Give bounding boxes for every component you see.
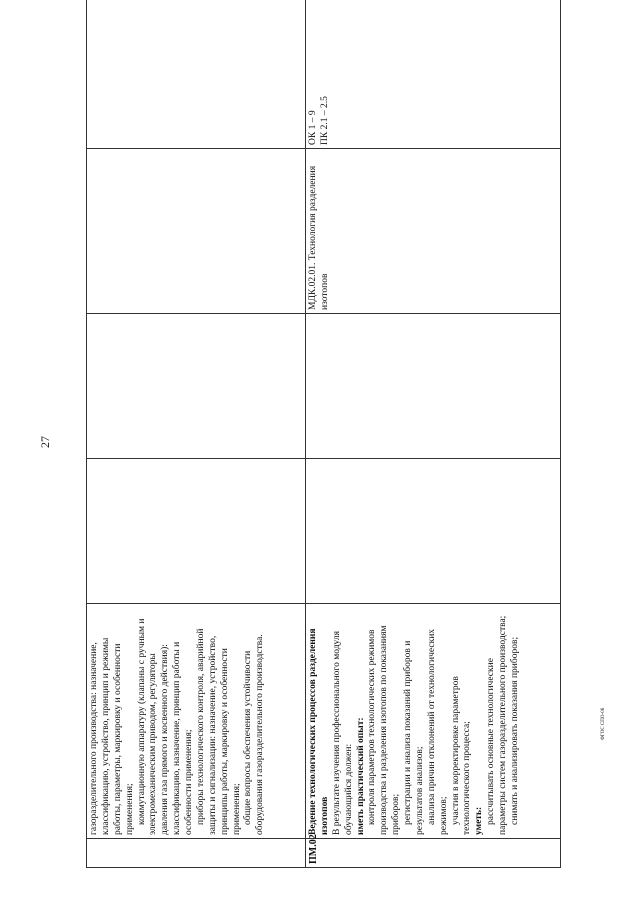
content-line: защиты и сигнализации: назначение, устройство, xyxy=(207,635,218,835)
skills-line: рассчитывать основные технологические xyxy=(486,658,497,825)
content-line: особенности применения; xyxy=(184,729,194,835)
mdk-cell xyxy=(306,149,561,314)
skills-line: параметры систем газоразделительного производства; xyxy=(498,615,508,835)
experience-line: режимов; xyxy=(438,796,449,835)
experience-line: регистрации и анализа показаний приборов и xyxy=(403,640,413,825)
mdk-cell xyxy=(87,149,306,314)
experience-line: приборов; xyxy=(391,793,402,835)
experience-line: технологического процесса; xyxy=(462,721,473,835)
content-line: общие вопросы обеспечения устойчивости xyxy=(243,650,254,825)
content-line: классификацию, назначение, принцип работы и xyxy=(172,641,183,835)
module-content-cell xyxy=(87,604,306,839)
content-line: применения; xyxy=(124,783,135,835)
content-line: электромеханическим приводом, регуляторы xyxy=(148,653,159,835)
skills-line: снимать и анализировать показания приборов; xyxy=(509,636,520,825)
page-number: 27 xyxy=(38,436,52,448)
content-line: принципы работы, маркировку и особенности xyxy=(219,648,230,835)
experience-label: иметь практический опыт: xyxy=(355,717,366,835)
content-line: приборы технологического контроля, аварийной xyxy=(195,628,206,825)
module-code-cell xyxy=(87,839,306,868)
empty-cell xyxy=(87,314,306,459)
experience-line: результатов анализов; xyxy=(414,746,425,835)
content-line: давления газа прямого и косвенного действия): xyxy=(160,644,171,835)
footer-mark: ФГОС СПО-06 xyxy=(601,707,606,740)
competency-general: ОК 1 – 9 xyxy=(308,110,318,145)
content-line: газоразделительного производства: назначение, xyxy=(89,642,99,835)
empty-cell xyxy=(87,459,306,604)
curriculum-table xyxy=(86,40,556,868)
experience-line: контроля параметров технологических режимов xyxy=(367,629,378,825)
table-row xyxy=(87,0,306,868)
module-code-cell xyxy=(306,834,561,868)
empty-cell xyxy=(306,459,561,604)
experience-line: производства и разделения изотопов по показаниям xyxy=(379,625,390,835)
module-intro: В результате изучения профессионального модуля обучающийся должен: xyxy=(331,631,354,835)
skills-label: уметь: xyxy=(474,806,485,835)
module-title: Ведение технологических процессов разделения изотопов xyxy=(308,628,330,835)
content-line: оборудования газоразделительного производства. xyxy=(255,634,266,835)
competency-professional: ПК 2.1 – 2.5 xyxy=(319,96,330,145)
experience-line: участия в корректировке параметров xyxy=(450,676,461,825)
mdk-name: МДК.02.01. Технология разделения изотопов xyxy=(308,165,330,310)
empty-cell xyxy=(306,314,561,459)
module-code: ПМ.02 xyxy=(308,834,319,864)
content-line: классификацию, устройство, принцип и режимы xyxy=(100,637,111,835)
table-row xyxy=(306,0,561,868)
experience-line: анализа причин отклонений от технологических xyxy=(426,628,437,825)
competencies-cell xyxy=(87,0,306,149)
content-line: применения; xyxy=(231,783,242,835)
module-content-cell xyxy=(306,604,561,839)
content-line: коммутационную аппаратуру (клапаны с ручным и xyxy=(136,618,147,825)
content-line: работы, параметры, маркировку и особенности xyxy=(112,643,123,835)
competencies-cell xyxy=(306,0,561,149)
